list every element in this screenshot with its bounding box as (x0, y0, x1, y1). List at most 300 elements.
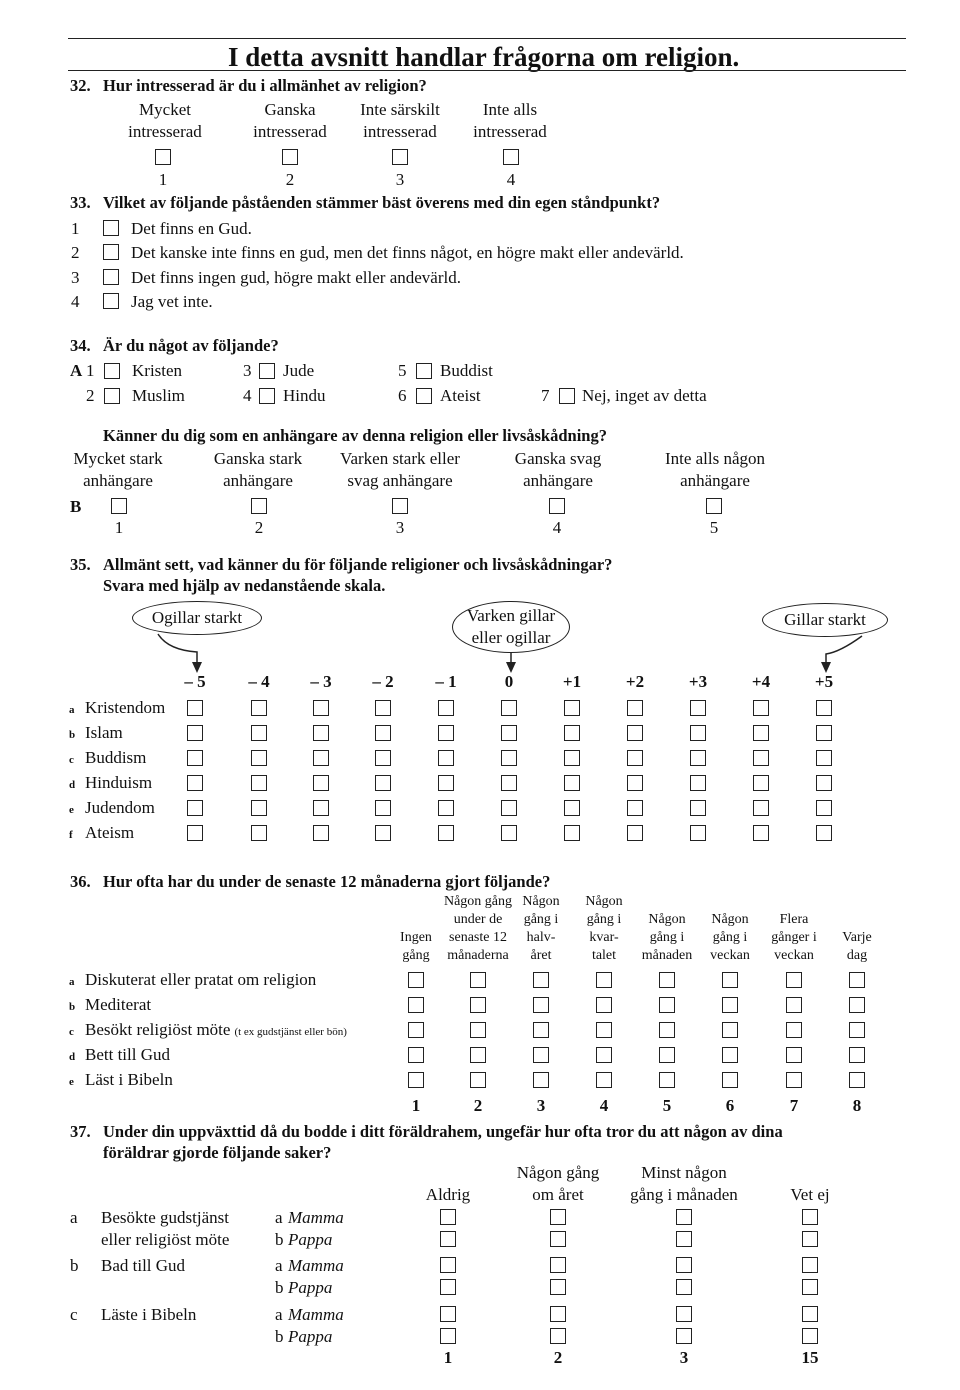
q34b-opt2-l2: anhängare (223, 471, 293, 490)
q35-item-letter: a (69, 704, 75, 716)
q35-item-letter: c (69, 754, 74, 766)
q35-checkbox[interactable] (753, 750, 769, 766)
anchor-left-label: Ogillar starkt (151, 608, 243, 627)
q35-item-letter: b (69, 729, 76, 741)
q34b-code-4: 4 (552, 518, 562, 537)
q37-item-label: Besökte gudstjänst (101, 1208, 229, 1227)
q36-code: 5 (662, 1096, 672, 1115)
q36-header-line: dag (846, 948, 868, 963)
q34b-opt5-l2: anhängare (680, 471, 750, 490)
q37-header-l2: Aldrig (425, 1185, 471, 1204)
q34-code-3: 3 (243, 361, 252, 380)
q35-checkbox[interactable] (753, 775, 769, 791)
q35-scale-value: +3 (688, 672, 708, 691)
q32-opt3-l2: intresserad (363, 122, 437, 141)
q37-checkbox[interactable] (802, 1231, 818, 1247)
q37-checkbox[interactable] (802, 1328, 818, 1344)
q37-parent-mamma: Mamma (288, 1305, 344, 1324)
q35-scale-value: – 2 (372, 672, 394, 691)
q36-checkbox[interactable] (786, 1022, 802, 1038)
q36-checkbox[interactable] (849, 1047, 865, 1063)
q36-checkbox[interactable] (533, 1022, 549, 1038)
q32-code-2: 2 (285, 170, 295, 189)
q36-checkbox[interactable] (533, 1047, 549, 1063)
q34-label-hindu: Hindu (283, 386, 326, 405)
q35-checkbox[interactable] (375, 750, 391, 766)
q35-checkbox[interactable] (690, 725, 706, 741)
q36-checkbox[interactable] (849, 972, 865, 988)
q35-checkbox[interactable] (187, 700, 203, 716)
q35-checkbox[interactable] (375, 825, 391, 841)
q36-checkbox[interactable] (470, 1022, 486, 1038)
q36-number: 36. (70, 872, 91, 891)
q33-code-1: 1 (71, 219, 80, 238)
q35-checkbox[interactable] (187, 825, 203, 841)
q35-checkbox[interactable] (251, 800, 267, 816)
q36-code: 4 (599, 1096, 609, 1115)
q35-checkbox[interactable] (501, 825, 517, 841)
q36-question: Hur ofta har du under de senaste 12 månaderna gjort följande? (103, 872, 551, 891)
q37-checkbox[interactable] (676, 1328, 692, 1344)
q36-header-line: gång (402, 948, 430, 963)
q37-checkbox[interactable] (550, 1328, 566, 1344)
q37-parent-letter: b (275, 1278, 284, 1297)
q35-checkbox[interactable] (564, 800, 580, 816)
q37-checkbox[interactable] (802, 1279, 818, 1295)
anchor-mid-l1: Varken gillar (466, 606, 556, 625)
q36-header-line: Ingen (400, 930, 432, 945)
q35-checkbox[interactable] (313, 800, 329, 816)
q32-opt3-l1: Inte särskilt (360, 100, 440, 119)
q37-checkbox[interactable] (676, 1257, 692, 1273)
q35-scale-value: 0 (504, 672, 514, 691)
section-title: I detta avsnitt handlar frågorna om religion. (228, 42, 740, 72)
q36-checkbox[interactable] (596, 997, 612, 1013)
q37-checkbox[interactable] (550, 1231, 566, 1247)
q35-checkbox[interactable] (816, 800, 832, 816)
q36-header-line: senaste 12 (449, 930, 507, 945)
q36-item-text: Mediterat (85, 995, 152, 1014)
q35-checkbox[interactable] (251, 700, 267, 716)
q34-code-4: 4 (243, 386, 252, 405)
q36-checkbox[interactable] (470, 1072, 486, 1088)
q36-header-line: Någon (585, 894, 623, 909)
q36-item-text: Besökt religiöst möte (85, 1020, 231, 1039)
q35-question-l1: Allmänt sett, vad känner du för följande religioner och livsåskådningar? (103, 555, 613, 574)
q36-checkbox[interactable] (849, 1022, 865, 1038)
q35-number: 35. (70, 555, 91, 574)
q37-checkbox[interactable] (676, 1231, 692, 1247)
q35-item-label: Hinduism (85, 773, 153, 792)
q34b-opt1-l2: anhängare (83, 471, 153, 490)
q36-checkbox[interactable] (786, 1072, 802, 1088)
q36-checkbox[interactable] (408, 1047, 424, 1063)
q35-checkbox[interactable] (501, 775, 517, 791)
q37-header-l2: gång i månaden (630, 1185, 738, 1204)
q34b-code-1: 1 (114, 518, 124, 537)
q34b-opt1-l1: Mycket stark (73, 449, 163, 468)
q35-checkbox[interactable] (438, 750, 454, 766)
q37-item-letter: c (70, 1305, 78, 1324)
q36-checkbox[interactable] (659, 1047, 675, 1063)
q37-checkbox[interactable] (440, 1257, 456, 1273)
q33-label-4: Jag vet inte. (131, 292, 213, 311)
q34b-opt3-l2: svag anhängare (347, 471, 453, 490)
q36-item-label (85, 1020, 347, 1040)
q35-checkbox[interactable] (375, 725, 391, 741)
q35-checkbox[interactable] (627, 825, 643, 841)
q34-label-jude: Jude (283, 361, 315, 380)
q35-checkbox[interactable] (501, 800, 517, 816)
q37-checkbox[interactable] (676, 1279, 692, 1295)
q35-checkbox[interactable] (313, 825, 329, 841)
q36-header-line: Någon (522, 894, 560, 909)
q36-checkbox[interactable] (533, 1072, 549, 1088)
q33-number: 33. (70, 193, 91, 212)
q36-item-letter: e (69, 1076, 74, 1088)
q35-checkbox[interactable] (816, 725, 832, 741)
q36-checkbox[interactable] (408, 972, 424, 988)
q33-code-4: 4 (71, 292, 80, 311)
q37-checkbox[interactable] (440, 1306, 456, 1322)
q36-code: 1 (411, 1096, 421, 1115)
q36-item-letter: b (69, 1001, 76, 1013)
q37-checkbox[interactable] (802, 1306, 818, 1322)
q33-label-3: Det finns ingen gud, högre makt eller andevärld. (131, 268, 461, 287)
q35-checkbox[interactable] (627, 725, 643, 741)
q37-code: 3 (679, 1348, 689, 1367)
q35-checkbox[interactable] (438, 725, 454, 741)
q36-header-line: Någon (648, 912, 686, 927)
q35-question-l2: Svara med hjälp av nedanstående skala. (103, 576, 386, 595)
q37-checkbox[interactable] (550, 1209, 566, 1225)
q36-header-line: Flera (779, 912, 809, 927)
q36-checkbox[interactable] (722, 1072, 738, 1088)
q36-checkbox[interactable] (470, 1047, 486, 1063)
q35-checkbox[interactable] (501, 750, 517, 766)
q34-b-label: B (70, 497, 82, 516)
q36-header-line: veckan (710, 948, 750, 963)
q36-header-line: månaden (641, 948, 693, 963)
anchor-mid-l2: eller ogillar (471, 628, 551, 647)
q35-checkbox[interactable] (187, 725, 203, 741)
q35-checkbox[interactable] (627, 700, 643, 716)
q37-code: 1 (443, 1348, 453, 1367)
q35-checkbox[interactable] (690, 800, 706, 816)
q35-checkbox[interactable] (375, 775, 391, 791)
q37-checkbox[interactable] (440, 1328, 456, 1344)
q35-checkbox[interactable] (690, 775, 706, 791)
q36-header-line: gång i (712, 930, 748, 945)
q36-code: 2 (473, 1096, 483, 1115)
q35-checkbox[interactable] (438, 800, 454, 816)
q36-checkbox[interactable] (470, 997, 486, 1013)
q37-parent-letter: a (275, 1208, 283, 1227)
q35-checkbox[interactable] (251, 750, 267, 766)
q37-question-l2: föräldrar gjorde följande saker? (103, 1143, 332, 1162)
q35-item-letter: d (69, 779, 76, 791)
q35-checkbox[interactable] (753, 725, 769, 741)
q36-checkbox[interactable] (596, 972, 612, 988)
q35-checkbox[interactable] (690, 700, 706, 716)
q35-checkbox[interactable] (313, 700, 329, 716)
q36-checkbox[interactable] (533, 997, 549, 1013)
q36-checkbox[interactable] (786, 997, 802, 1013)
q34-a-label: A (70, 361, 83, 380)
q35-checkbox[interactable] (816, 700, 832, 716)
q37-checkbox[interactable] (440, 1231, 456, 1247)
q36-code: 3 (536, 1096, 546, 1115)
q32-code-3: 3 (395, 170, 405, 189)
q35-checkbox[interactable] (753, 700, 769, 716)
q36-header-line: gång i (649, 930, 685, 945)
q36-checkbox[interactable] (596, 1022, 612, 1038)
q36-checkbox[interactable] (596, 1072, 612, 1088)
q36-header-line: talet (591, 948, 617, 963)
q37-number: 37. (70, 1122, 91, 1141)
q36-checkbox[interactable] (722, 1047, 738, 1063)
q36-header-line: gånger i (771, 930, 817, 945)
q32-opt1-l1: Mycket (139, 100, 191, 119)
q33-label-1: Det finns en Gud. (131, 219, 252, 238)
q35-scale-value: – 3 (310, 672, 332, 691)
q36-code: 7 (789, 1096, 799, 1115)
q36-header-line: Någon (711, 912, 749, 927)
q37-checkbox[interactable] (550, 1306, 566, 1322)
q34b-opt3-l1: Varken stark eller (340, 449, 460, 468)
q35-scale-value: +2 (625, 672, 645, 691)
q35-checkbox[interactable] (251, 825, 267, 841)
q37-checkbox[interactable] (550, 1279, 566, 1295)
q36-checkbox[interactable] (659, 997, 675, 1013)
q36-checkbox[interactable] (408, 1072, 424, 1088)
q36-code: 6 (725, 1096, 735, 1115)
q37-code: 15 (801, 1348, 819, 1367)
q35-checkbox[interactable] (690, 750, 706, 766)
q36-header-line: halv- (526, 930, 556, 945)
q35-checkbox[interactable] (564, 700, 580, 716)
q32-opt2-l2: intresserad (253, 122, 327, 141)
q34-code-2: 2 (86, 386, 95, 405)
q35-checkbox[interactable] (438, 775, 454, 791)
q37-header-l1: Någon gång (516, 1163, 600, 1182)
q35-checkbox[interactable] (313, 775, 329, 791)
q36-item-letter: c (69, 1026, 74, 1038)
q37-parent-letter: a (275, 1305, 283, 1324)
q37-parent-pappa: Pappa (288, 1230, 333, 1249)
q37-parent-mamma: Mamma (288, 1208, 344, 1227)
q34-label-ateist: Ateist (440, 386, 481, 405)
q37-header-l2: Vet ej (790, 1185, 830, 1204)
q34-question: Är du något av följande? (103, 336, 279, 355)
q32-code-1: 1 (158, 170, 168, 189)
q34-code-1: 1 (86, 361, 95, 380)
q37-parent-pappa: Pappa (288, 1278, 333, 1297)
q35-checkbox[interactable] (627, 775, 643, 791)
q37-item-letter: b (70, 1256, 79, 1275)
q32-opt4-l1: Inte alls (482, 100, 538, 119)
q36-checkbox[interactable] (408, 1022, 424, 1038)
q35-item-letter: e (69, 804, 74, 816)
q35-checkbox[interactable] (251, 775, 267, 791)
q34-label-muslim: Muslim (132, 386, 185, 405)
q36-checkbox[interactable] (659, 1072, 675, 1088)
q34b-opt4-l2: anhängare (523, 471, 593, 490)
q35-checkbox[interactable] (816, 750, 832, 766)
q37-item-label: Läste i Bibeln (101, 1305, 197, 1324)
q35-checkbox[interactable] (438, 700, 454, 716)
q37-header-l2: om året (532, 1185, 584, 1204)
q37-header-l1: Minst någon (641, 1163, 727, 1182)
q36-header-line: Varje (842, 930, 872, 945)
q36-checkbox[interactable] (659, 972, 675, 988)
q36-checkbox[interactable] (659, 1022, 675, 1038)
q35-checkbox[interactable] (627, 750, 643, 766)
q37-question-l1: Under din uppväxttid då du bodde i ditt föräldrahem, ungefär hur ofta tror du att någon av dina (103, 1122, 783, 1141)
q37-checkbox[interactable] (802, 1209, 818, 1225)
q37-parent-letter: a (275, 1256, 283, 1275)
q37-checkbox[interactable] (440, 1279, 456, 1295)
q36-header-line: gång i (586, 912, 622, 927)
q35-checkbox[interactable] (438, 825, 454, 841)
q36-code: 8 (852, 1096, 862, 1115)
q34-label-kristen: Kristen (132, 361, 183, 380)
q35-checkbox[interactable] (187, 775, 203, 791)
q32-question: Hur intresserad är du i allmänhet av religion? (103, 76, 427, 95)
q34-sub-question: Känner du dig som en anhängare av denna religion eller livsåskådning? (103, 426, 607, 445)
q37-parent-letter: b (275, 1327, 284, 1346)
q36-checkbox[interactable] (849, 1072, 865, 1088)
q36-item-note: (t ex gudstjänst eller bön) (234, 1026, 347, 1038)
q36-item-label (85, 970, 316, 990)
q35-checkbox[interactable] (187, 800, 203, 816)
q34b-code-2: 2 (254, 518, 264, 537)
q34-label-inget: Nej, inget av detta (582, 386, 707, 405)
q34-number: 34. (70, 336, 91, 355)
q36-checkbox[interactable] (408, 997, 424, 1013)
q37-parent-letter: b (275, 1230, 284, 1249)
q37-code: 2 (553, 1348, 563, 1367)
q35-item-label: Buddism (85, 748, 147, 767)
q32-opt4-l2: intresserad (473, 122, 547, 141)
q36-checkbox[interactable] (786, 972, 802, 988)
q35-item-letter: f (69, 829, 73, 841)
q36-item-text: Bett till Gud (85, 1045, 170, 1064)
q35-checkbox[interactable] (564, 775, 580, 791)
q35-scale-value: +5 (814, 672, 834, 691)
q35-checkbox[interactable] (753, 825, 769, 841)
q37-item-label: eller religiöst möte (101, 1230, 230, 1249)
q32-code-4: 4 (506, 170, 516, 189)
q35-item-label: Islam (85, 723, 123, 742)
q37-checkbox[interactable] (550, 1257, 566, 1273)
q34b-opt5-l1: Inte alls någon (664, 449, 766, 468)
q35-checkbox[interactable] (564, 825, 580, 841)
anchor-right-label: Gillar starkt (784, 610, 866, 629)
q35-checkbox[interactable] (564, 725, 580, 741)
q37-item-label: Bad till Gud (101, 1256, 186, 1275)
q34b-code-3: 3 (395, 518, 405, 537)
q36-item-text: Läst i Bibeln (85, 1070, 173, 1089)
q33-label-2: Det kanske inte finns en gud, men det finns något, en högre makt eller andevärld. (131, 243, 684, 262)
q37-checkbox[interactable] (676, 1209, 692, 1225)
q35-scale-value: – 1 (435, 672, 457, 691)
q33-code-3: 3 (71, 268, 80, 287)
q33-question: Vilket av följande påståenden stämmer bäst överens med din egen ståndpunkt? (103, 193, 661, 212)
q35-checkbox[interactable] (313, 750, 329, 766)
q36-checkbox[interactable] (722, 972, 738, 988)
q35-checkbox[interactable] (375, 700, 391, 716)
q35-item-label: Kristendom (85, 698, 166, 717)
q35-checkbox[interactable] (501, 700, 517, 716)
q34-label-buddist: Buddist (440, 361, 493, 380)
q36-item-letter: d (69, 1051, 76, 1063)
q37-checkbox[interactable] (440, 1209, 456, 1225)
q32-opt2-l1: Ganska (264, 100, 316, 119)
q36-header-line: gång i (523, 912, 559, 927)
q34-code-7: 7 (541, 386, 550, 405)
q34b-code-5: 5 (709, 518, 719, 537)
q35-checkbox[interactable] (564, 750, 580, 766)
q36-checkbox[interactable] (722, 997, 738, 1013)
q36-item-label (85, 995, 151, 1015)
q35-checkbox[interactable] (816, 775, 832, 791)
q35-scale-value: +4 (751, 672, 771, 691)
q36-checkbox[interactable] (596, 1047, 612, 1063)
q35-checkbox[interactable] (375, 800, 391, 816)
q35-checkbox[interactable] (313, 725, 329, 741)
q36-checkbox[interactable] (722, 1022, 738, 1038)
q36-header-line: månaderna (447, 948, 509, 963)
q35-scale-value: +1 (562, 672, 582, 691)
q37-parent-mamma: Mamma (288, 1256, 344, 1275)
q35-scale-value: – 5 (184, 672, 206, 691)
q36-item-label (85, 1045, 170, 1065)
q36-checkbox[interactable] (470, 972, 486, 988)
q35-checkbox[interactable] (753, 800, 769, 816)
q36-checkbox[interactable] (849, 997, 865, 1013)
q36-item-label (85, 1070, 173, 1090)
q35-checkbox[interactable] (187, 750, 203, 766)
q36-header-line: året (530, 948, 552, 963)
q32-opt1-l2: intresserad (128, 122, 202, 141)
q35-item-label: Ateism (85, 823, 135, 842)
q34-code-6: 6 (398, 386, 407, 405)
q35-checkbox[interactable] (251, 725, 267, 741)
q37-checkbox[interactable] (802, 1257, 818, 1273)
q36-item-text: Diskuterat eller pratat om religion (85, 970, 317, 989)
q35-checkbox[interactable] (690, 825, 706, 841)
q37-item-letter: a (70, 1208, 78, 1227)
q36-header-line: under de (453, 912, 503, 927)
q36-header-line: veckan (774, 948, 814, 963)
q35-scale-value: – 4 (248, 672, 270, 691)
q32-number: 32. (70, 76, 91, 95)
q36-checkbox[interactable] (533, 972, 549, 988)
q36-item-letter: a (69, 976, 75, 988)
q37-checkbox[interactable] (676, 1306, 692, 1322)
q35-checkbox[interactable] (627, 800, 643, 816)
q33-code-2: 2 (71, 243, 80, 262)
q35-checkbox[interactable] (501, 725, 517, 741)
q34b-opt4-l1: Ganska svag (514, 449, 602, 468)
q34-code-5: 5 (398, 361, 407, 380)
q36-checkbox[interactable] (786, 1047, 802, 1063)
q36-header-line: kvar- (589, 930, 619, 945)
q35-checkbox[interactable] (816, 825, 832, 841)
q35-item-label: Judendom (85, 798, 155, 817)
q34b-opt2-l1: Ganska stark (213, 449, 303, 468)
